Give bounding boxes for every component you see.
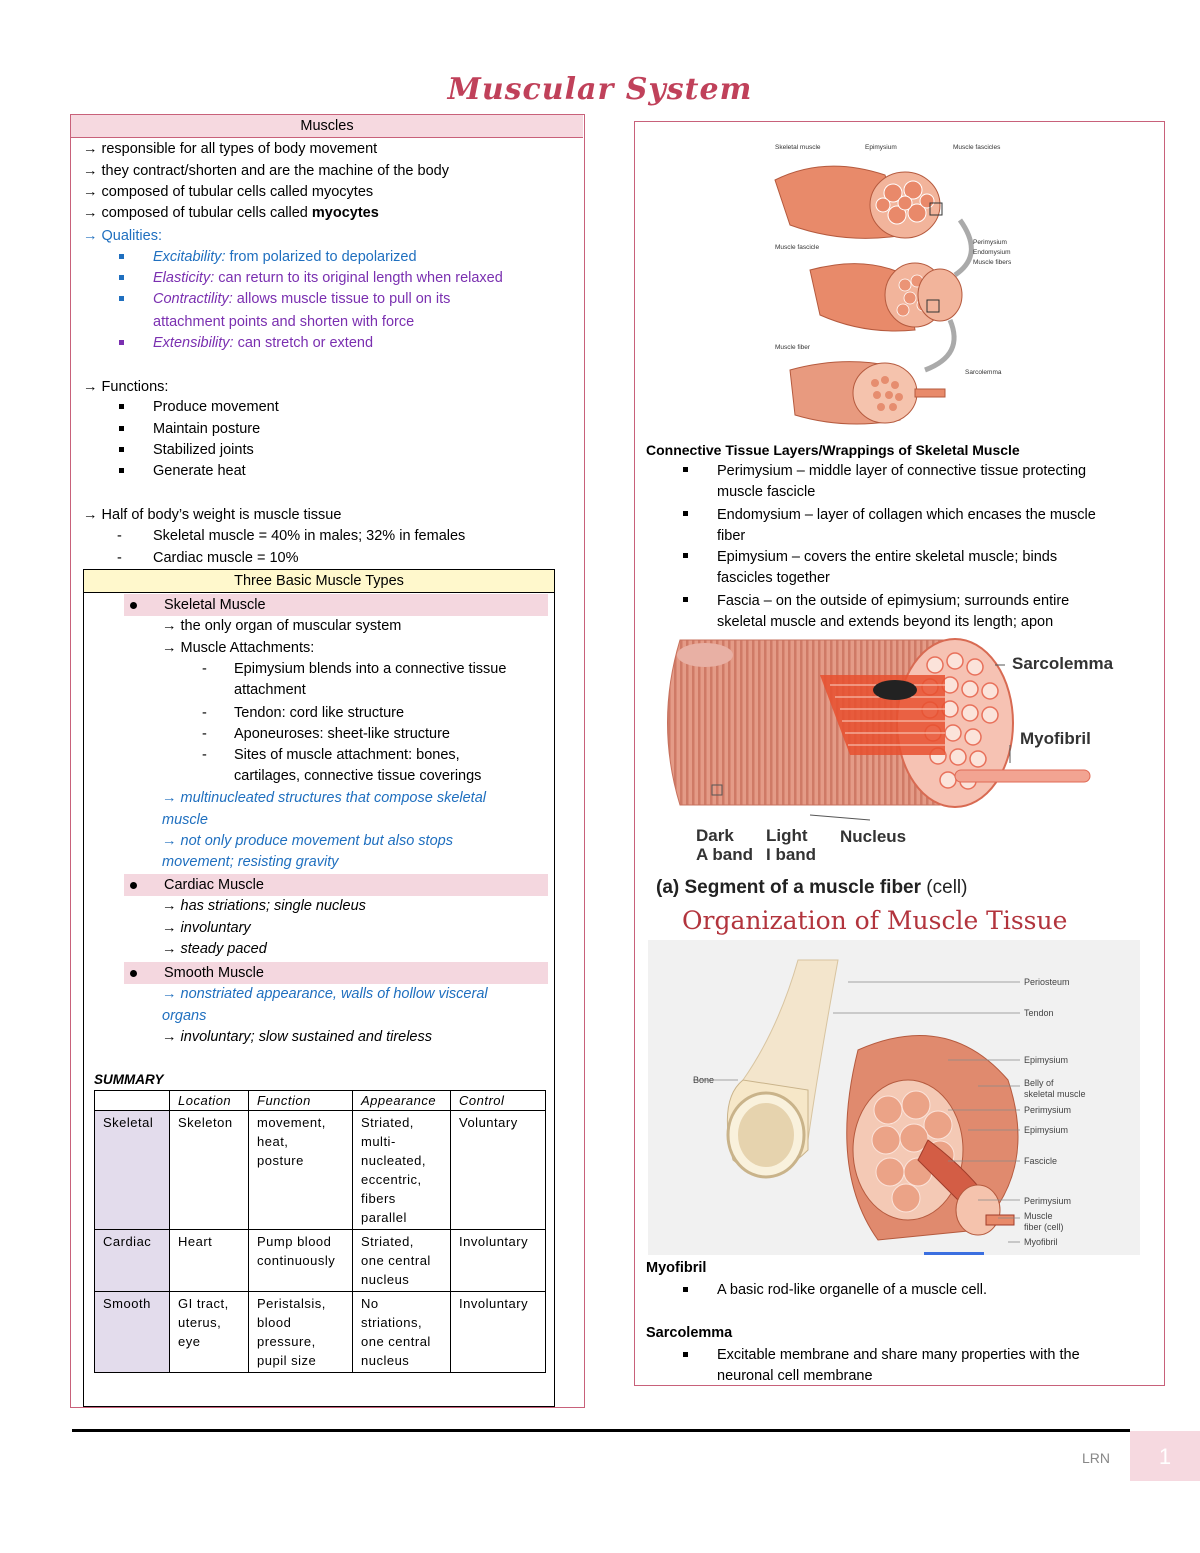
muscles-line: → responsible for all types of body movement — [83, 141, 378, 157]
table-header-row — [95, 1091, 546, 1111]
attachment-item: Epimysium blends into a connective tissue — [234, 661, 507, 677]
smooth-title: Smooth Muscle — [164, 965, 264, 981]
smooth-line: → nonstriated appearance, walls of hollow visceral — [162, 986, 488, 1002]
connective-item: skeletal muscle and extends beyond its length; apon — [717, 614, 1054, 630]
myofibril-rod — [955, 770, 1090, 782]
connective-item: Perimysium – middle layer of connective tissue protecting — [717, 463, 1087, 479]
quality-item: attachment points and shorten with force — [153, 314, 415, 330]
bullet-icon — [119, 404, 124, 409]
connective-item: Fascia – on the outside of epimysium; surrounds entire — [717, 593, 1070, 609]
summary-table — [94, 1090, 546, 1373]
table-cell: Pump blood continuously — [249, 1230, 353, 1292]
bullet-icon — [683, 553, 688, 558]
muscles-header: Muscles — [71, 115, 583, 138]
figure-label: Periosteum — [1024, 977, 1070, 987]
bullet-icon — [683, 511, 688, 516]
figure-label: Muscle fascicle — [775, 244, 820, 251]
cardiac-title: Cardiac Muscle — [164, 877, 264, 893]
figure-label: Muscle fascicles — [953, 144, 1001, 151]
attachment-item: Sites of muscle attachment: bones, — [234, 747, 460, 763]
arrow-icon — [925, 320, 954, 370]
table-cell: Peristalsis, blood pressure, pupil size — [249, 1292, 353, 1373]
skeletal-line: muscle — [162, 812, 208, 828]
figure-label: fiber (cell) — [1024, 1222, 1064, 1232]
connective-title: Connective Tissue Layers/Wrappings of Skeletal Muscle — [646, 442, 1020, 458]
table-row — [95, 1292, 546, 1373]
skeletal-line: movement; resisting gravity — [162, 854, 339, 870]
table-cell: Involuntary — [451, 1292, 546, 1373]
figure-label: Epimysium — [1024, 1125, 1069, 1135]
smooth-line: organs — [162, 1008, 207, 1024]
weight-item: Skeletal muscle = 40% in males; 32% in females — [153, 528, 466, 544]
table-cell: Voluntary — [451, 1111, 546, 1230]
bullet-icon — [119, 468, 124, 473]
sarcolemma-label: Sarcolemma — [1012, 654, 1114, 673]
quality-item: Extensibility: can stretch or extend — [153, 335, 374, 351]
muscles-line: → composed of tubular cells called myocytes — [83, 205, 379, 221]
figure-label: Fascicle — [1024, 1156, 1058, 1166]
bullet-icon — [130, 882, 137, 889]
figure-label: Muscle fibers — [973, 259, 1012, 266]
cardiac-line: → involuntary — [162, 920, 251, 936]
attachment-item: Aponeuroses: sheet-like structure — [234, 726, 450, 742]
cardiac-line: → steady paced — [162, 941, 267, 957]
table-cell: Striated, multi- nucleated, eccentric, fibers parallel — [353, 1111, 451, 1230]
cardiac-line: → has striations; single nucleus — [162, 898, 366, 914]
bullet-icon — [119, 275, 124, 280]
smooth-line: → involuntary; slow sustained and tireless — [162, 1029, 432, 1045]
figure-label: Muscle fiber — [775, 344, 811, 351]
table-header — [95, 1091, 170, 1111]
table-header: Location — [170, 1091, 249, 1111]
skeletal-line: → multinucleated structures that compose skeletal — [162, 790, 486, 806]
nucleus-shape — [873, 680, 917, 700]
types-header: Three Basic Muscle Types — [84, 570, 554, 593]
bullet-icon — [119, 426, 124, 431]
muscle-organization-figure — [648, 940, 1140, 1255]
table-cell: Skeletal — [95, 1111, 170, 1230]
summary-label: SUMMARY — [94, 1072, 164, 1087]
qualities-label: → Qualities: — [83, 228, 162, 244]
muscle-structure-figure — [765, 135, 1025, 435]
organization-title: Organization of Muscle Tissue — [682, 906, 1068, 935]
muscles-line: → composed of tubular cells called myocytes — [83, 184, 374, 200]
muscle-fiber-drawing — [790, 362, 945, 424]
attachment-item: attachment — [234, 682, 306, 698]
light-band-label: Light — [766, 826, 808, 845]
figure-label: Sarcolemma — [965, 369, 1002, 376]
fascicle-drawing — [810, 263, 962, 331]
myofibril-text: A basic rod-like organelle of a muscle cell. — [717, 1282, 987, 1298]
figure-label: Myofibril — [1024, 1237, 1058, 1247]
function-item: Produce movement — [153, 399, 279, 415]
attachment-item: Tendon: cord like structure — [234, 705, 405, 721]
figure-label: Belly of — [1024, 1078, 1054, 1088]
figure-label: Perimysium — [1024, 1105, 1072, 1115]
a-band-label: A band — [696, 845, 753, 864]
dash-icon: - — [202, 747, 207, 763]
arrow-icon — [955, 220, 971, 275]
bullet-icon — [130, 602, 137, 609]
function-item: Stabilized joints — [153, 442, 254, 458]
bullet-icon — [683, 1352, 688, 1357]
bullet-icon — [119, 254, 124, 259]
page-number: 1 — [1130, 1431, 1200, 1481]
leader-line — [810, 815, 870, 820]
functions-label: → Functions: — [83, 379, 169, 395]
table-header: Function — [249, 1091, 353, 1111]
myofibril-label: Myofibril — [1020, 729, 1091, 748]
skeletal-line: → Muscle Attachments: — [162, 640, 315, 656]
table-header: Appearance — [353, 1091, 451, 1111]
connective-item: fascicles together — [717, 570, 830, 586]
muscle-types-box — [83, 569, 555, 1407]
sarcolemma-text: neuronal cell membrane — [717, 1368, 873, 1384]
figure-label: Bone — [693, 1075, 715, 1085]
skeletal-line: → the only organ of muscular system — [162, 618, 402, 634]
connective-item: Epimysium – covers the entire skeletal muscle; binds — [717, 549, 1058, 565]
dash-icon: - — [117, 550, 122, 566]
skeletal-line: → not only produce movement but also stops — [162, 833, 453, 849]
bone-marrow — [738, 1103, 794, 1167]
quality-item: Contractility: allows muscle tissue to pull on its — [153, 291, 451, 307]
bullet-icon — [683, 597, 688, 602]
table-cell: Involuntary — [451, 1230, 546, 1292]
figure-caption: (a) Segment of a muscle fiber (cell) — [656, 877, 968, 898]
function-item: Generate heat — [153, 463, 246, 479]
figure-label: Epimysium — [1024, 1055, 1069, 1065]
connective-item: muscle fascicle — [717, 484, 816, 500]
quality-item: Elasticity: can return to its original length when relaxed — [153, 270, 503, 286]
dash-icon: - — [202, 661, 207, 677]
footer-initials: LRN — [1082, 1450, 1111, 1466]
muscles-line: → they contract/shorten and are the machine of the body — [83, 163, 449, 179]
fascicle-end — [956, 1185, 1000, 1235]
table-row — [95, 1230, 546, 1292]
dash-icon: - — [202, 705, 207, 721]
function-item: Maintain posture — [153, 421, 261, 437]
figure-label: Tendon — [1024, 1008, 1054, 1018]
table-cell: Heart — [170, 1230, 249, 1292]
figure-label: Perimysium — [1024, 1196, 1072, 1206]
sarcolemma-text: Excitable membrane and share many properties with the — [717, 1347, 1080, 1363]
figure-label: Epimysium — [865, 144, 897, 151]
figure-label: Skeletal muscle — [775, 144, 821, 151]
myofibril-shape — [986, 1215, 1014, 1225]
scroll-indicator — [924, 1252, 984, 1255]
skeletal-muscle-drawing — [775, 166, 942, 238]
quality-item: Excitability: from polarized to depolarized — [153, 249, 417, 265]
dash-icon: - — [117, 528, 122, 544]
weight-label: → Half of body’s weight is muscle tissue — [83, 507, 342, 523]
figure-label: skeletal muscle — [1024, 1089, 1086, 1099]
i-band-label: I band — [766, 845, 817, 864]
dark-band-label: Dark — [696, 826, 734, 845]
table-cell: Cardiac — [95, 1230, 170, 1292]
connective-item: Endomysium – layer of collagen which encases the muscle — [717, 507, 1096, 523]
myofibril-title: Myofibril — [646, 1260, 707, 1276]
bullet-icon — [683, 467, 688, 472]
table-cell: GI tract, uterus, eye — [170, 1292, 249, 1373]
connective-item: fiber — [717, 528, 746, 544]
table-row — [95, 1111, 546, 1230]
table-cell: No striations, one central nucleus — [353, 1292, 451, 1373]
table-cell: Smooth — [95, 1292, 170, 1373]
skeletal-title: Skeletal Muscle — [164, 597, 266, 613]
page-title: Muscular System — [447, 72, 753, 107]
sarcolemma-title: Sarcolemma — [646, 1325, 733, 1341]
dash-icon: - — [202, 726, 207, 742]
bullet-icon — [119, 296, 124, 301]
bullet-icon — [119, 447, 124, 452]
weight-item: Cardiac muscle = 10% — [153, 550, 299, 566]
footer-divider — [72, 1429, 1130, 1432]
table-header: Control — [451, 1091, 546, 1111]
bullet-icon — [130, 970, 137, 977]
table-cell: movement, heat, posture — [249, 1111, 353, 1230]
muscles-box — [70, 114, 585, 1408]
bullet-icon — [683, 1287, 688, 1292]
bullet-icon — [119, 340, 124, 345]
table-cell: Skeleton — [170, 1111, 249, 1230]
nucleus-shape — [677, 643, 733, 667]
table-cell: Striated, one central nucleus — [353, 1230, 451, 1292]
attachment-item: cartilages, connective tissue coverings — [234, 768, 482, 784]
figure-label: Perimysium — [973, 239, 1007, 246]
figure-label: Muscle — [1024, 1211, 1053, 1221]
figure-label: Endomysium — [973, 249, 1011, 256]
nucleus-label: Nucleus — [840, 827, 907, 846]
